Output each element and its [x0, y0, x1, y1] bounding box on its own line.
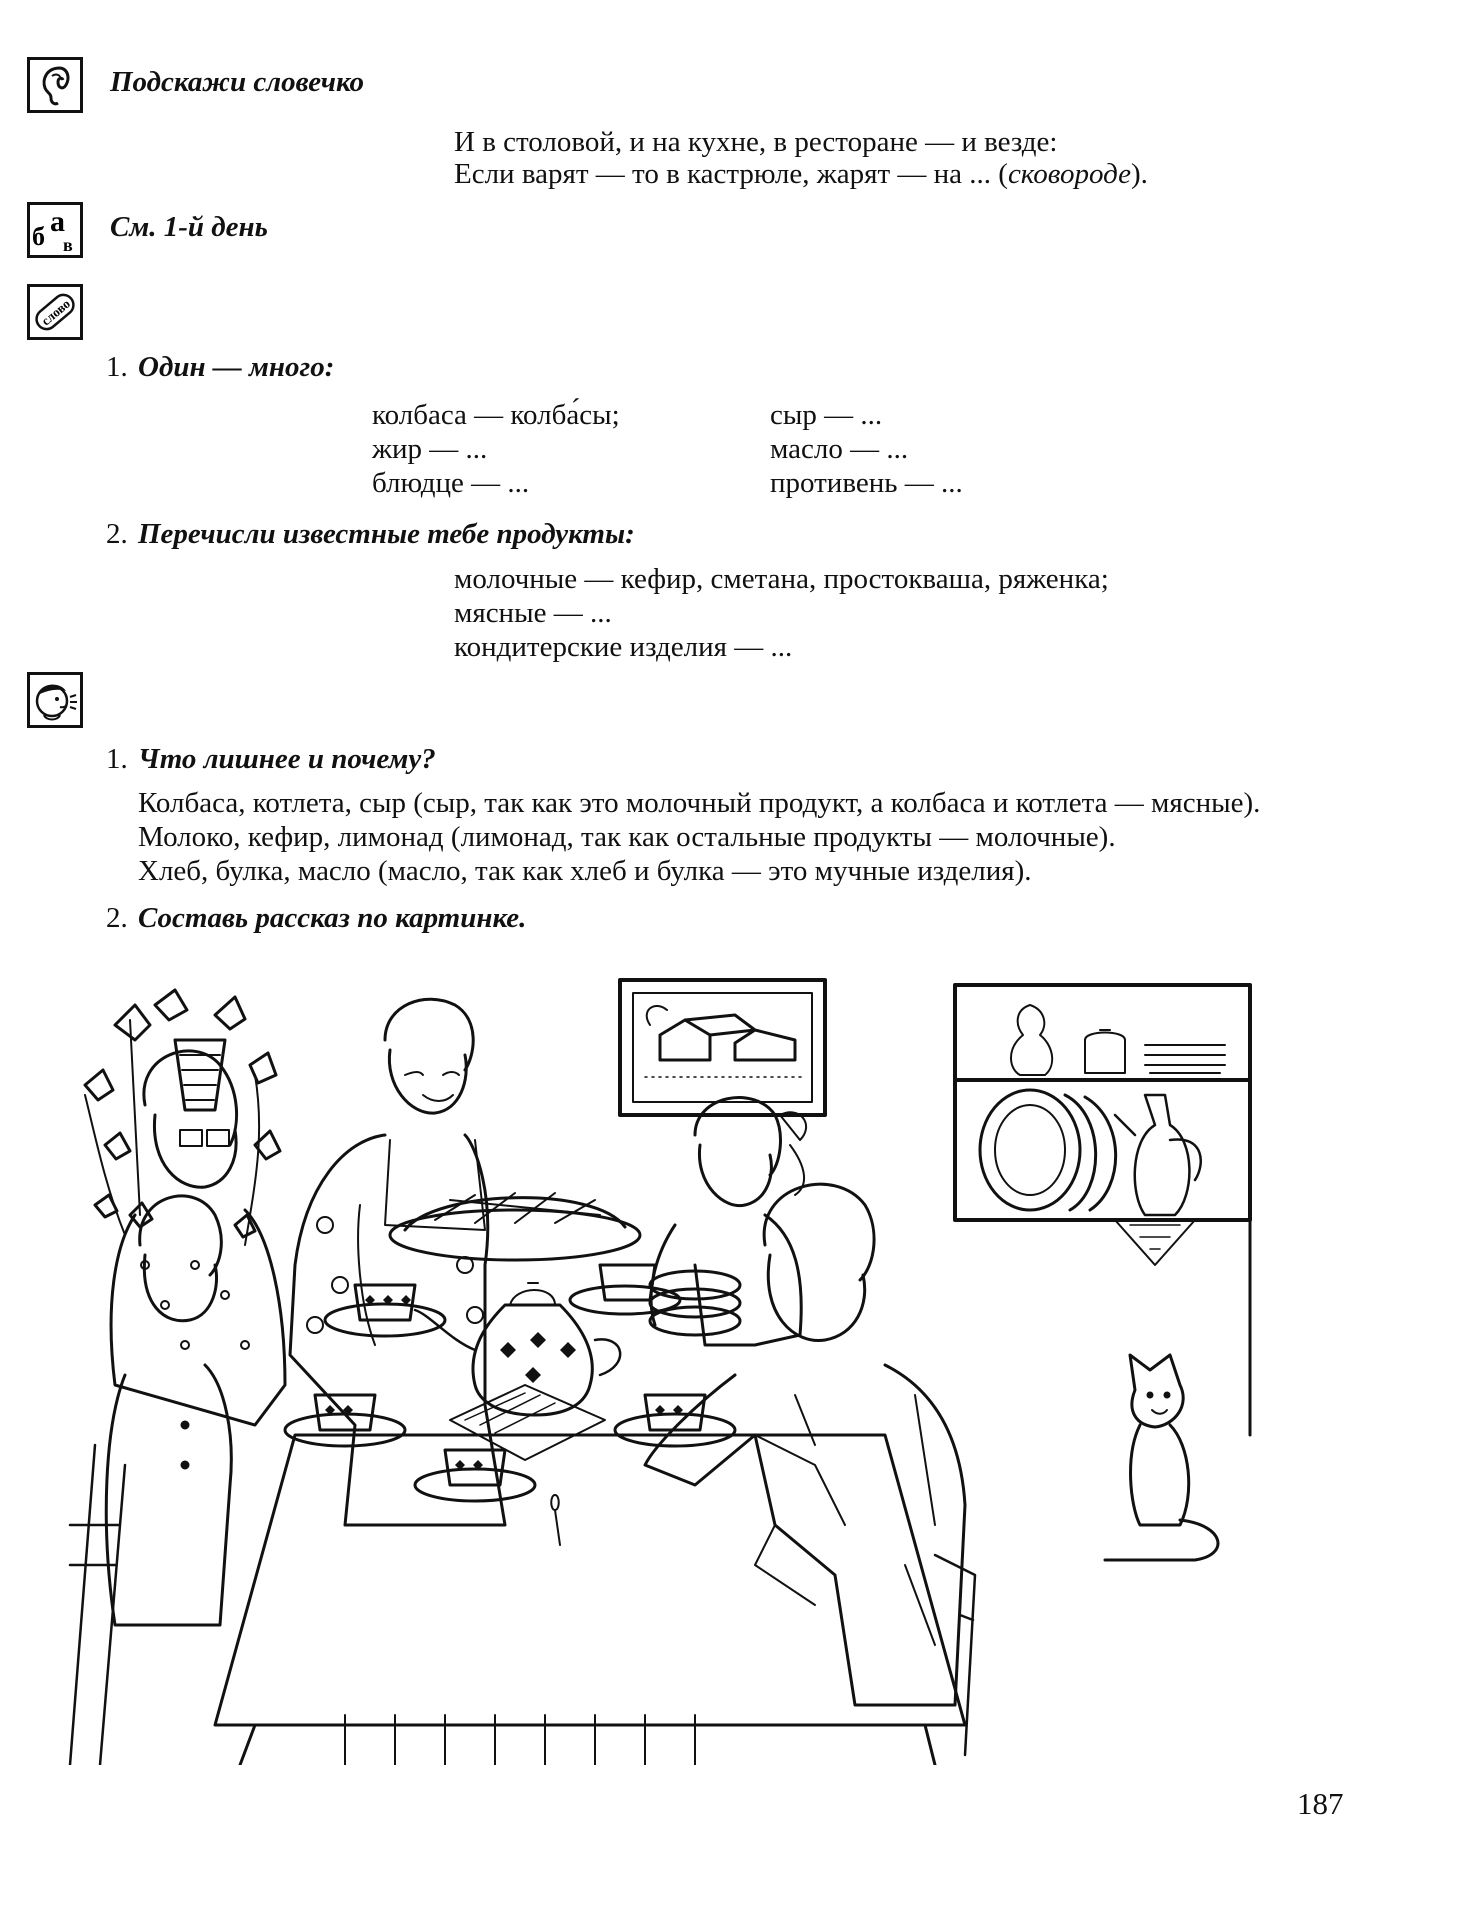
boy-left [106, 1196, 231, 1625]
riddle-line-2 [454, 157, 1148, 191]
letter-a: а [50, 205, 65, 238]
wall-picture [620, 980, 825, 1115]
products-line: мясные — ... [454, 597, 612, 629]
word-pair: противень — ... [770, 467, 963, 499]
word-badge-label: слово [38, 295, 73, 329]
word-badge-icon [27, 284, 83, 340]
hanging-plant [85, 990, 280, 1245]
products-list [454, 562, 1109, 664]
riddle-line-2-text: Если варят — то в кастрюле, жарят — на ... ( [454, 158, 1008, 190]
answer-line: Хлеб, булка, масло (масло, так как хлеб и булка — это мучные изделия). [138, 855, 1032, 887]
word-list-col1 [372, 398, 620, 500]
task-title-story: Составь рассказ по картинке. [138, 902, 527, 934]
word-list-col2 [770, 398, 963, 500]
word-pair: жир — ... [372, 433, 488, 465]
section-title-hint: Подскажи словечко [110, 66, 365, 98]
task-number: 1. [106, 351, 128, 383]
task-number: 2. [106, 518, 128, 550]
cat [1105, 1355, 1218, 1560]
speaking-child-icon [27, 672, 83, 728]
section-title-reference: См. 1-й день [110, 211, 268, 243]
letter-b: б [32, 222, 45, 251]
products-line: кондитерские изделия — ... [454, 631, 793, 663]
ear-icon [27, 57, 83, 113]
odd-one-out-answers [138, 786, 1260, 888]
word-pair: масло — ... [770, 433, 909, 465]
products-line: молочные — кефир, сметана, простокваша, ряженка; [454, 563, 1109, 595]
answer-line: Молоко, кефир, лимонад (лимонад, так как остальные продукты — молочные). [138, 821, 1116, 853]
letter-v: в [63, 235, 73, 255]
dish-shelf [955, 985, 1250, 1265]
family-tea-table-illustration [55, 965, 1355, 1765]
task-title-odd-one-out: Что лишнее и почему? [138, 743, 436, 775]
task-title-products: Перечисли известные тебе продукты: [138, 518, 635, 550]
word-pair: блюдце — ... [372, 467, 530, 499]
riddle-answer: сковороде [1007, 158, 1131, 190]
task-title-one-many: Один — много: [138, 351, 335, 383]
answer-line: Колбаса, котлета, сыр (сыр, так как это молочный продукт, а колбаса и котлета — мясные). [138, 787, 1261, 819]
word-pair: колбаса — колба́сы; [372, 399, 620, 431]
riddle-answer-tail: ). [1131, 158, 1148, 190]
task-number: 1. [106, 743, 128, 775]
page-number: 187 [1297, 1786, 1344, 1821]
task-number: 2. [106, 902, 128, 934]
riddle-line-1: И в столовой, и на кухне, в ресторане — и везде: [454, 126, 1058, 158]
word-pair: сыр — ... [770, 399, 883, 431]
letters-abv-icon [27, 202, 83, 258]
